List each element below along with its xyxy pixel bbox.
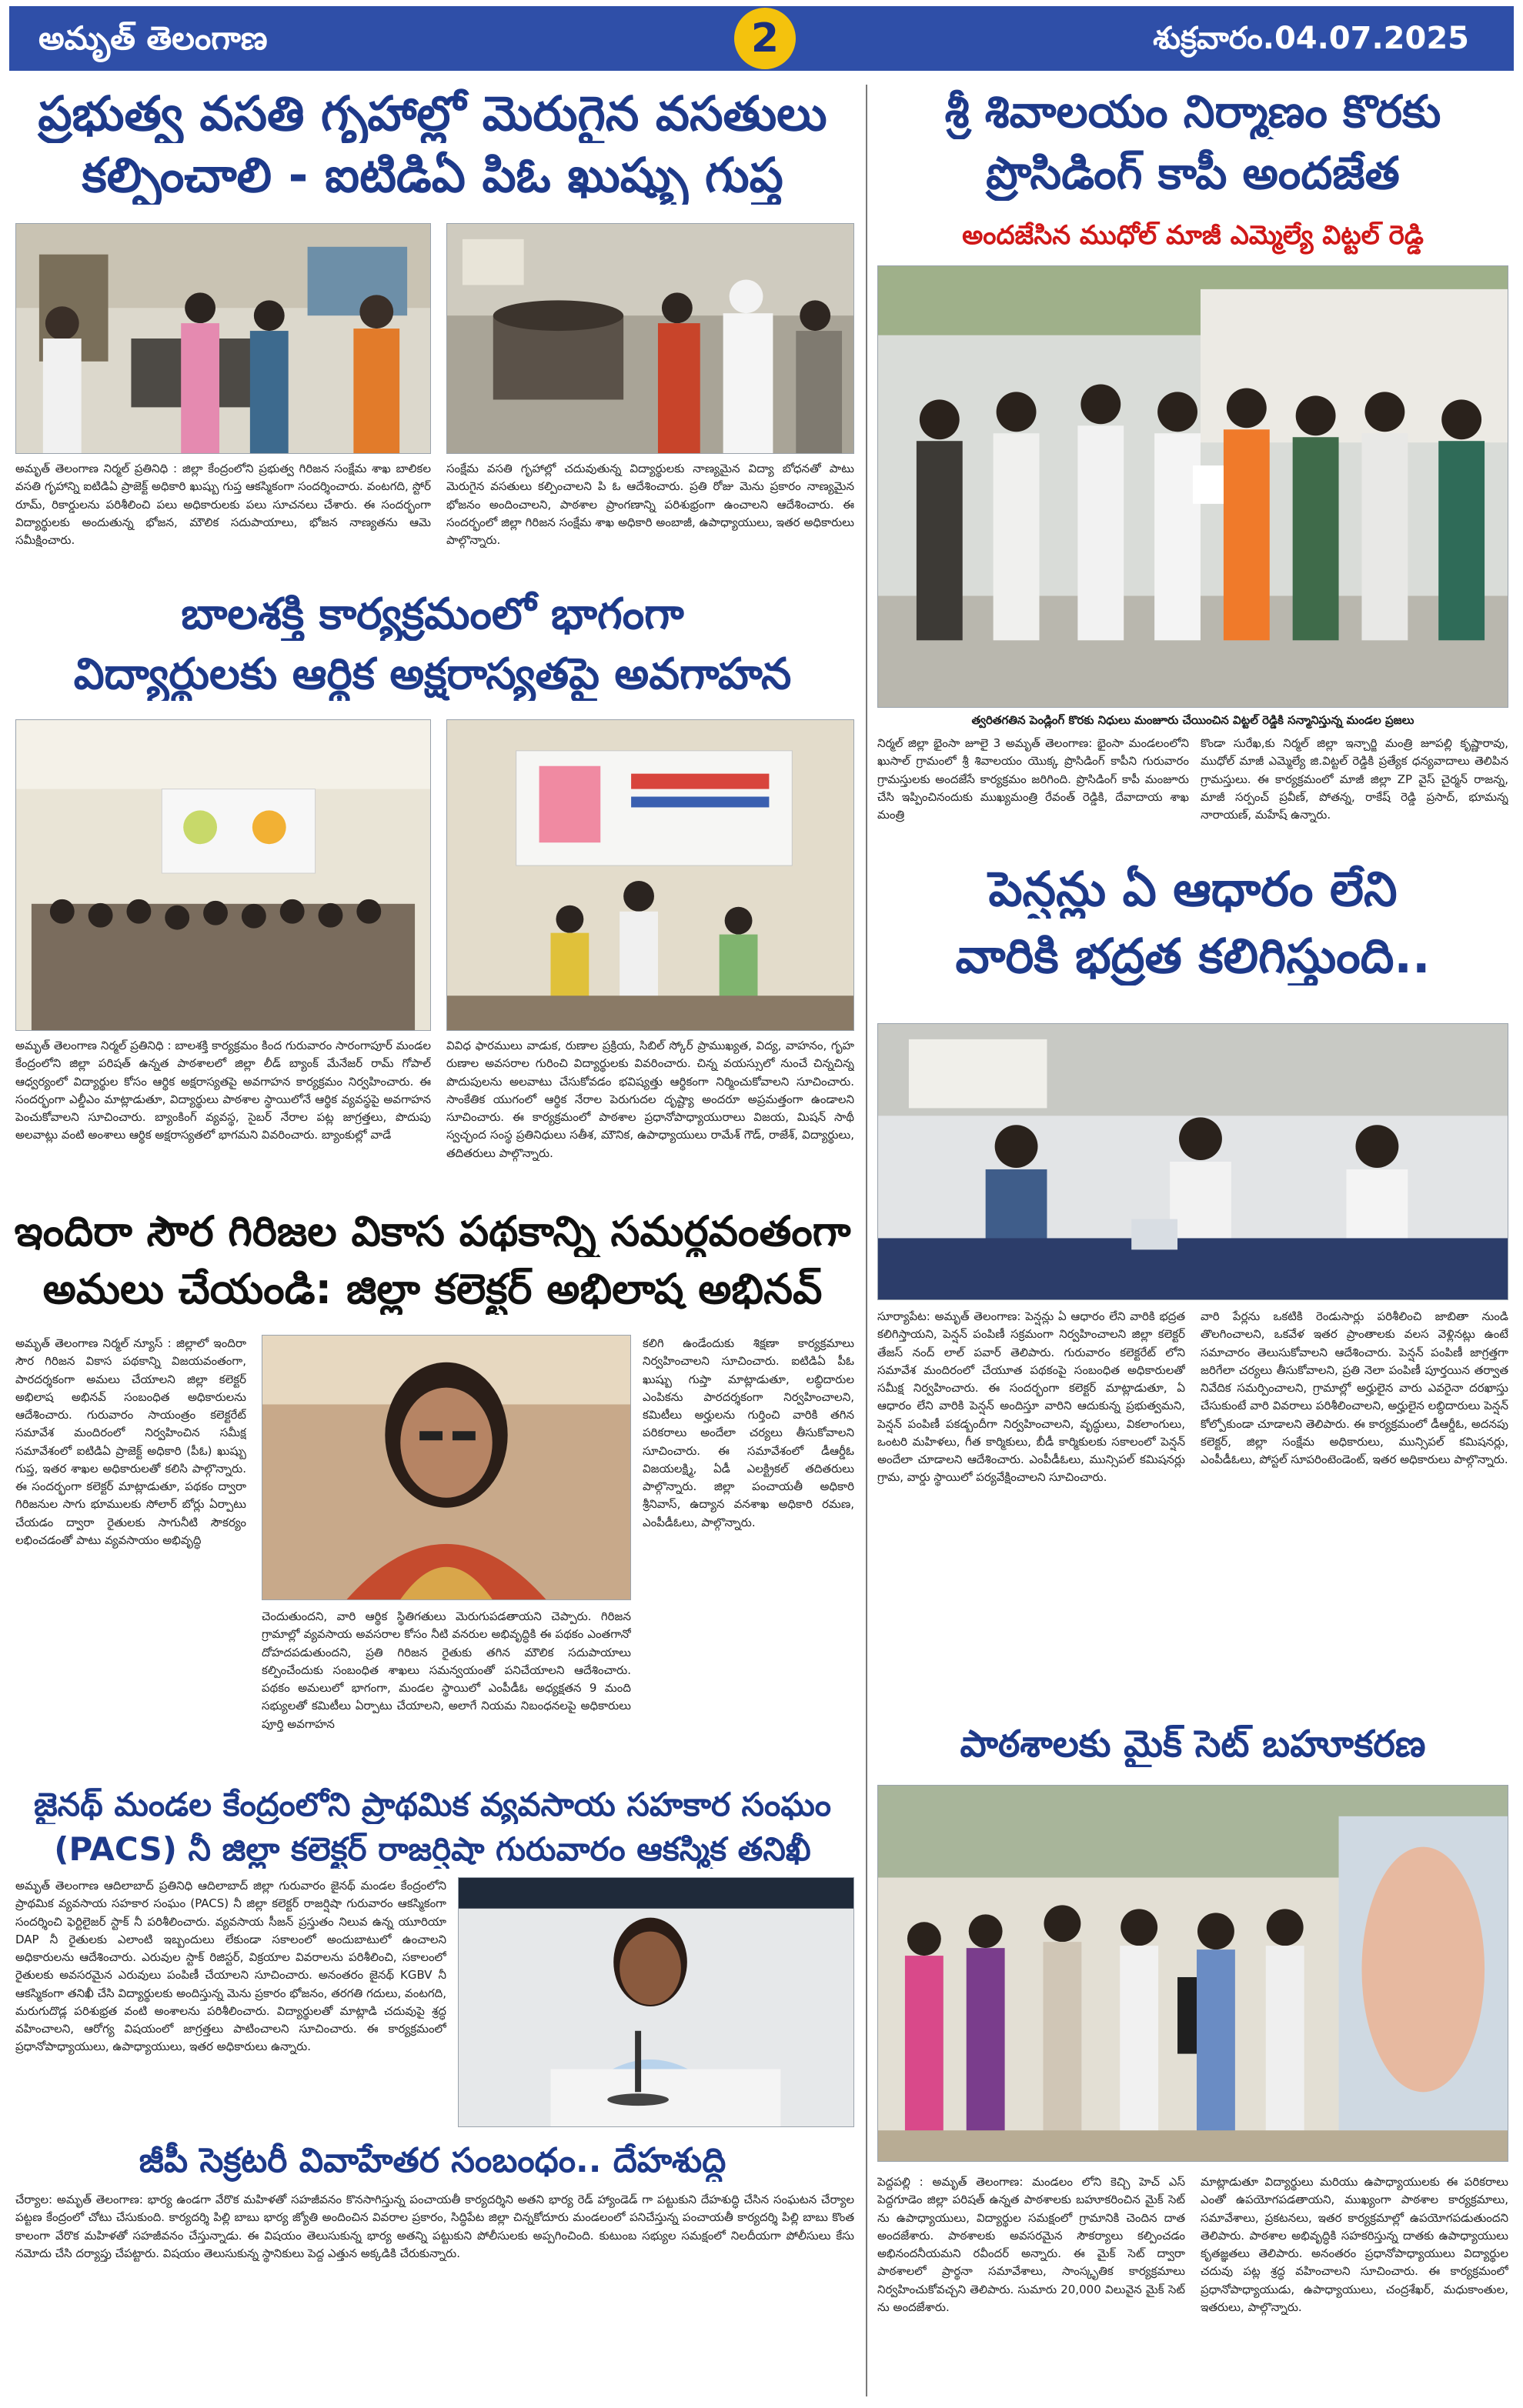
indira-solar-body-right: కలిగి ఉండేందుకు శిక్షణా కార్యక్రమాలు నిర్వహించాలని సూచించారు. ఐటిడిఏ పీఓ ఖుష్బు గుప్తా మాట్లాడుతూ, లబ్ధిదారుల ఎంపికను పారదర్శకంగా నిర్వహించాలని, కమిటీలు అర్హులను గుర్తించి వారికి తగిన పరికరాలు అందేలా చర్యలు తీసుకోవాలని సూచించారు. ఈ సమావేశంలో డీఆర్డీఓ విజయలక్ష్మి, ఏడీ ఎలక్ట్రికల్ తదితరులు పాల్గొన్నారు. జిల్లా పంచాయతీ అధికారి శ్రీనివాస్, ఉద్యాన వనశాఖ అధికారి రమణ, ఎంపీడీఓలు, పాల్గొన్నారు. <box>643 1336 854 1529</box>
mike-set-body-col2: మాట్లాడుతూ విద్యార్థులు మరియు ఉపాధ్యాయులకు ఈ పరికరాలు ఎంతో ఉపయోగపడతాయని, ముఖ్యంగా పాఠశాల కార్యక్రమాలు, సమావేశాలు, ప్రకటనలు, ఇతర కార్యక్రమాల్లో ఉపయోగపడుతుందని తెలిపారు. పాఠశాల అభివృద్ధికి సహకరిస్తున్న దాతకు ఉపాధ్యాయులు కృతజ్ఞతలు తెలిపారు. అనంతరం ప్రధానోపాధ్యాయులు విద్యార్థుల చదువు పట్ల శ్రద్ధ వహించాలని సూచించారు. ఈ కార్యక్రమంలో ప్రధానోపాధ్యాయుడు, ఉపాధ్యాయులు, చంద్రశేఖర్, మధుకాంతుల, ఇతరులు, పాల్గొన్నారు. <box>1201 2175 1508 2314</box>
balashakti-headline-line2: విద్యార్థులకు ఆర్థిక అక్షరాస్యతపై అవగాహన <box>73 649 792 699</box>
mike-set-headline: పాఠశాలకు మైక్ సెట్ బహూకరణ <box>960 1723 1426 1766</box>
hostels-headline-line1: ప్రభుత్వ వసతి గృహాల్లో మెరుగైన వసతులు <box>38 85 827 142</box>
newspaper-name: అమృత్ తెలంగాణ <box>38 19 268 57</box>
pensions-body-col2: వారి పేర్లను ఒకటికి రెండుసార్లు పరిశీలించి జాబితా నుండి తొలగించాలని, ఒకవేళ ఇతర ప్రాంతాలకు వలస వెళ్లినట్లు ఉంటే సమాచారం తెలుసుకోవాలని ఆదేశించారు. పెన్షన్ పంపిణీ జాగ్రత్తగా జరిగేలా చర్యలు తీసుకోవాలని, ప్రతి నెలా పంపిణీ పూర్తయిన తర్వాత నివేదిక సమర్పించాలని, గ్రామాల్లో అర్హులైన వారు ఎవరైనా దరఖాస్తు చేసుకుంటే వారి వివరాలు పరిశీలించాలని, అర్హులైన లబ్ధిదారులు పెన్షన్ కోల్పోకుండా చూడాలని తెలిపారు. ఈ కార్యక్రమంలో డీఆర్డీఓ, అదనపు కలెక్టర్, జిల్లా సంక్షేమ అధికారులు, మున్సిపల్ కమిషనర్లు, ఎంపీడీఓలు, పోస్టల్ సూపరింటెండెంట్, ఇతర అధికారులు పాల్గొన్నారు. <box>1201 1309 1508 1466</box>
balashakti-body-col1: అమృత్ తెలంగాణ నిర్మల్ ప్రతినిధి : బాలశక్తి కార్యక్రమం కింద గురువారం సారంగాపూర్ మండల కేంద్రంలోని జిల్లా పరిషత్ ఉన్నత పాఠశాలలో జిల్లా లీడ్ బ్యాంక్ మేనేజర్ రామ్ గోపాల్ ఆధ్వర్యంలో విద్యార్థుల కోసం ఆర్థిక అక్షరాస్యతపై అవగాహన కార్యక్రమం నిర్వహించారు. ఈ సందర్భంగా ఎల్డీఎం మాట్లాడుతూ, విద్యార్థులు పాఠశాల స్థాయిలోనే ఆర్థిక వ్యవస్థపై అవగాహన పెంచుకోవాలని సూచించారు. బ్యాంకింగ్ వ్యవస్థ, సైబర్ నేరాల పట్ల జాగ్రత్తలు, పొదుపు అలవాట్లు వంటి అంశాలు ఆర్థిక అక్షరాస్యతలో భాగమని వివరించారు. బ్యాంకుల్లో వాడే <box>15 1039 431 1142</box>
collector-portrait-photo <box>262 1335 631 1600</box>
shivalayam-photo-felicitation <box>877 265 1508 708</box>
hostels-photo-kitchen <box>446 223 854 454</box>
balashakti-body-col2: వివిధ ఫారములు వాడుక, రుణాల ప్రక్రియ, సిబిల్ స్కోర్ ప్రాముఖ్యత, విద్య, వాహనం, గృహ రుణాల అవసరాల గురించి విద్యార్థులకు వివరించారు. చిన్న వయస్సులో నుంచే చిన్నచిన్న పొదుపులను అలవాటు చేసుకోవడం భవిష్యత్తు ఆర్థికంగా నిర్మించుకోవాలని సూచించారు. సాంకేతిక యుగంలో ఆర్థిక నేరాల పెరుగుదల దృష్ట్యా అందరూ అప్రమత్తంగా ఉండాలని సూచించారు. ఈ కార్యక్రమంలో పాఠశాల ప్రధానోపాధ్యాయురాలు విజయ, మిషన్ సాథీ స్వచ్ఛంద సంస్థ ప్రతినిధులు సతీశ, మౌనిక, ఉపాధ్యాయులు రామేశ్ గౌడ్, రాజేశ్, విద్యార్థులు, తదితరులు పాల్గొన్నారు. <box>446 1039 854 1160</box>
column-divider <box>866 85 867 2396</box>
pensions-headline-line2: వారికి భద్రత కలిగిస్తుంది.. <box>955 928 1431 984</box>
shivalayam-body-col1: నిర్మల్ జిల్లా భైంసా జూలై 3 అమృత్ తెలంగాణ: భైంసా మండలంలోని ఖుసాల్ గ్రామంలో శ్రీ శివాలయం యొక్క ప్రొసిడింగ్ కాపీని గురువారం గ్రామస్తులకు అందజేసే కార్యక్రమం జరిగింది. ప్రొసిడింగ్ కాపీ మంజూరు చేసి ఇప్పించినందుకు ముఖ్యమంత్రి రేవంత్ రెడ్డికి, దేవాదాయ శాఖ మంత్రి <box>877 736 1189 822</box>
mike-set-donation-photo <box>877 1785 1508 2162</box>
balashakti-photo-stage <box>446 719 854 1031</box>
balashakti-photo-classroom <box>15 719 431 1031</box>
pensions-review-meeting-photo <box>877 1023 1508 1300</box>
indira-solar-body-mid: చెందుతుందని, వారి ఆర్థిక స్థితిగతులు మెరుగుపడతాయని చెప్పారు. గిరిజన గ్రామాల్లో వ్యవసాయ అవసరాల కోసం నీటి వనరుల అభివృద్ధికి ఈ పథకం ఎంతగానో దోహదపడుతుందని, ప్రతి గిరిజన రైతుకు తగిన మౌలిక సదుపాయాలు కల్పించేందుకు సంబంధిత శాఖలు సమన్వయంతో పనిచేయాలని ఆదేశించారు. పథకం అమలులో భాగంగా, మండల స్థాయిలో ఎంపీడీఓ అధ్యక్షతన 9 మంది సభ్యులతో కమిటీలు ఏర్పాటు చేయాలని, అలాగే నియమ నిబంధనలపై అధికారులు పూర్తి అవగాహన <box>262 1609 631 1731</box>
hostels-body-col1: అమృత్ తెలంగాణ నిర్మల్ ప్రతినిధి : జిల్లా కేంద్రంలోని ప్రభుత్వ గిరిజన సంక్షేమ శాఖ బాలికల వసతి గృహాన్ని ఐటిడిఏ ప్రాజెక్ట్ అధికారి ఖుష్బు గుప్త ఆకస్మికంగా సందర్శించారు. వంటగది, స్టోర్ రూమ్, రికార్డులను పరిశీలించి పలు అధికారులకు పలు సూచనలు చేశారు. ఈ సందర్భంగా విద్యార్థులకు అందుతున్న భోజన, మౌలిక సదుపాయాలు, భోజన నాణ్యతను ఆమె సమీక్షించారు. <box>15 462 431 547</box>
gp-secretary-headline: జీపీ సెక్రటరీ వివాహేతర సంబంధం.. దేహశుద్ధి <box>139 2141 726 2180</box>
hostels-body-col2: సంక్షేమ వసతి గృహాల్లో చదువుతున్న విద్యార్థులకు నాణ్యమైన విద్యా బోధనతో పాటు మెరుగైన వసతులు కల్పించాలని పి ఓ ఆదేశించారు. ప్రతి రోజు మెను ప్రకారం నాణ్యమైన భోజనం అందించాలని, పాఠశాల ప్రాంగణాన్ని పరిశుభ్రంగా ఉంచాలని ఆదేశించారు. ఈ సందర్భంలో జిల్లా గిరిజన సంక్షేమ శాఖ అధికారి అంబాజీ, ఉపాధ్యాయులు, ఇతర అధికారులు పాల్గొన్నారు. <box>446 462 854 547</box>
issue-date: శుక్రవారం.04.07.2025 <box>1153 21 1469 56</box>
balashakti-headline-line1: బాలశక్తి కార్యక్రమంలో భాగంగా <box>181 589 684 639</box>
indira-solar-headline-line2: అమలు చేయండి: జిల్లా కలెక్టర్ అభిలాష అభినవ్ <box>42 1265 823 1313</box>
pacs-body: అమృత్ తెలంగాణ ఆదిలాబాద్ ప్రతినిధి ఆదిలాబాద్ జిల్లా గురువారం జైనథ్ మండల కేంద్రంలోని ప్రాథమిక వ్యవసాయ సహకార సంఘం (PACS) నీ జిల్లా కలెక్టర్ రాజర్షిషా గురువారం ఆకస్మికంగా సందర్శించి ఫెర్టిలైజర్ స్టాక్ నీ పరిశీలించారు. వ్యవసాయ సీజన్ ప్రస్తుతం నిలువ ఉన్న యూరియా DAP నీ రైతులకు ఎలాంటి ఇబ్బందులు లేకుండా సకాలంలో అందుబాటులో ఉంచాలని అధికారులను ఆదేశించారు. ఎరువుల స్టాక్ రిజిస్టర్, విక్రయాల వివరాలను పరిశీలించి, సకాలంలో రైతులకు అవసరమైన ఎరువులు పంపిణీ చేయాలని సూచించారు. అనంతరం జైనథ్ KGBV నీ ఆకస్మికంగా తనిఖీ చేసి విద్యార్థులకు అందిస్తున్న మెను ప్రకారం భోజనం, తరగతి గదులు, వంటగది, మరుగుదొడ్ల పరిశుభ్రత వంటి అంశాలను పరిశీలించారు. విద్యార్థులతో మాట్లాడి చదువుపై శ్రద్ధ వహించాలని, ఆరోగ్య విషయంలో జాగ్రత్తలు పాటించాలని సూచించారు. ఈ కార్యక్రమంలో ప్రధానోపాధ్యాయులు, ఉపాధ్యాయులు, ఇతర అధికారులు ఉన్నారు. <box>15 1879 446 2054</box>
shivalayam-headline-line2: ప్రొసిడింగ్ కాపీ అందజేత <box>986 147 1400 199</box>
indira-solar-headline-line1: ఇందిరా సౌర గిరిజల వికాస పథకాన్ని సమర్థవంతంగా <box>14 1207 851 1256</box>
shivalayam-subheadline: అందజేసిన ముధోల్ మాజీ ఎమ్మెల్యే విట్టల్ రెడ్డి <box>962 220 1424 251</box>
hostels-headline-line2: కల్పించాలి - ఐటిడిఏ పిఓ ఖుష్బు గుప్త <box>82 147 783 203</box>
pensions-body-col1: సూర్యాపేట: అమృత్ తెలంగాణ: పెన్షన్లు ఏ ఆధారం లేని వారికి భద్రత కలిగిస్తాయని, పెన్షన్ పంపిణీ సక్రమంగా నిర్వహించాలని జిల్లా కలెక్టర్ తేజస్ నంద్ లాల్ పవార్ తెలిపారు. గురువారం కలెక్టరేట్ లోని సమావేశ మందిరంలో చేయూత పథకంపై సంబంధిత అధికారులతో సమీక్ష నిర్వహించారు. ఈ సందర్భంగా కలెక్టర్ మాట్లాడుతూ, ఏ ఆధారం లేని వారికి పెన్షన్ అందిస్తూ వారిని ఆదుకున్న ప్రభుత్వమని, పెన్షన్ పంపిణీ పకడ్బందీగా నిర్వహించాలని, వృద్ధులు, వికలాంగులు, ఒంటరి మహిళలు, గీత కార్మికులు, బీడీ కార్మికులకు సకాలంలో పెన్షన్ అందేలా చూడాలని ఆదేశించారు. ఎంపీడీఓలు, మున్సిపల్ కమిషనర్లు గ్రామ, వార్డు స్థాయిలో పర్యవేక్షించాలని సూచించారు. <box>877 1309 1185 1485</box>
shivalayam-headline-line1: శ్రీ శివాలయం నిర్మాణం కొరకు <box>944 85 1441 138</box>
shivalayam-body-col2: కొండా సురేఖ,కు నిర్మల్ జిల్లా ఇన్చార్జి మంత్రి జూపల్లి కృష్ణారావు, ముధోల్ మాజీ ఎమ్మెల్యే జి.విట్టల్ రెడ్డికి ప్రత్యేక ధన్యవాదాలు తెలిపిన గ్రామస్తులు. ఈ కార్యక్రమంలో మాజీ జిల్లా ZP వైస్ చైర్మన్ రాజన్న, మాజీ సర్పంచ్ ప్రవీణ్, పోతన్న, రాకేష్ రెడ్డి ప్రసాద్, భూమన్న నారాయణ్, మహేష్ ఉన్నారు. <box>1201 736 1508 822</box>
pacs-collector-photo <box>458 1877 854 2127</box>
gp-secretary-body: చేర్యాల: అమృత్ తెలంగాణ: భార్య ఉండగా వేరొక మహిళతో సహజీవనం కొనసాగిస్తున్న పంచాయతీ కార్యదర్శిని అతని భార్య రెడ్ హ్యాండెడ్ గా పట్టుకుని దేహశుద్ధి చేసిన సంఘటన చేర్యాల పట్టణ కేంద్రంలో చోటు చేసుకుంది. కార్యదర్శి పిల్లి బాబు భార్య జ్యోతి అందించిన వివరాల ప్రకారం, సిద్ధిపేట జిల్లా చిన్నకోదూరు మండలంలో పనిచేస్తున్న పంచాయతీ కార్యదర్శి పిల్లి బాబు కొంత కాలంగా వేరొక మహిళతో సహజీవనం చేస్తున్నాడు. ఈ విషయం తెలుసుకున్న భార్య అతన్ని పట్టుకుని పోలీసులకు అప్పగించింది. కుటుంబ సభ్యుల సమక్షంలో నిలదీయగా పోలీసులు కేసు నమోదు చేసి దర్యాప్తు చేపట్టారు. విషయం తెలుసుకున్న స్థానికులు పెద్ద ఎత్తున అక్కడికి చేరుకున్నారు. <box>15 2193 854 2260</box>
mike-set-body-col1: పెద్దపల్లి : అమృత్ తెలంగాణ: మండలం లోని కెచ్చి హెచ్ ఎస్ పెద్దగూడెం జిల్లా పరిషత్ ఉన్నత పాఠశాలకు బహూకరించిన మైక్ సెట్ ను ఉపాధ్యాయులు, విద్యార్థుల సమక్షంలో గ్రామానికి చెందిన దాత అందజేశారు. పాఠశాలకు అవసరమైన సౌకర్యాలు కల్పించడం అభినందనీయమని రవీందర్ అన్నారు. ఈ మైక్ సెట్ ద్వారా పాఠశాలలో ప్రార్థనా సమావేశాలు, సాంస్కృతిక కార్యక్రమాలు నిర్వహించుకోవచ్చని తెలిపారు. సుమారు 20,000 విలువైన మైక్ సెట్ ను అందజేశారు. <box>877 2175 1185 2314</box>
indira-solar-body-left: అమృత్ తెలంగాణ నిర్మల్ న్యూస్ : జిల్లాలో ఇందిరా సౌర గిరిజన వికాస పథకాన్ని విజయవంతంగా, పారదర్శకంగా అమలు చేయాలని జిల్లా కలెక్టర్ అభిలాష అభినవ్ సంబంధిత అధికారులను ఆదేశించారు. గురువారం సాయంత్రం కలెక్టరేట్ సమావేశ మందిరంలో నిర్వహించిన సమీక్ష సమావేశంలో ఐటిడిఏ ప్రాజెక్ట్ అధికారి (పీఓ) ఖుష్బు గుప్త, ఇతర శాఖల అధికారులతో కలిసి పాల్గొన్నారు. ఈ సందర్భంగా కలెక్టర్ మాట్లాడుతూ, పథకం ద్వారా గిరిజనుల సాగు భూములకు సోలార్ బోర్లు ఏర్పాటు చేయడం ద్వారా రైతులకు సాగునీటి సౌకర్యం లభించడంతో పాటు వ్యవసాయం అభివృద్ధి <box>15 1336 246 1547</box>
shivalayam-photo-caption: త్వరితగతిన పెండ్లింగ్ కొరకు నిధులు మంజూరు చేయించిన విట్టల్ రెడ్డికి సన్మానిస్తున్న మండల ప్రజలు <box>971 713 1414 727</box>
hostels-photo-inspection <box>15 223 431 454</box>
pacs-headline-line1: జైనథ్ మండల కేంద్రంలోని ప్రాథమిక వ్యవసాయ సహకార సంఘం <box>33 1786 832 1823</box>
pensions-headline-line1: పెన్షన్లు ఏ ఆధారం లేని <box>988 861 1398 917</box>
pacs-headline-line2: (PACS) నీ జిల్లా కలెక్టర్ రాజర్షిషా గురువారం ఆకస్మిక తనిఖీ <box>54 1830 811 1868</box>
page-number-badge: 2 <box>734 8 796 69</box>
